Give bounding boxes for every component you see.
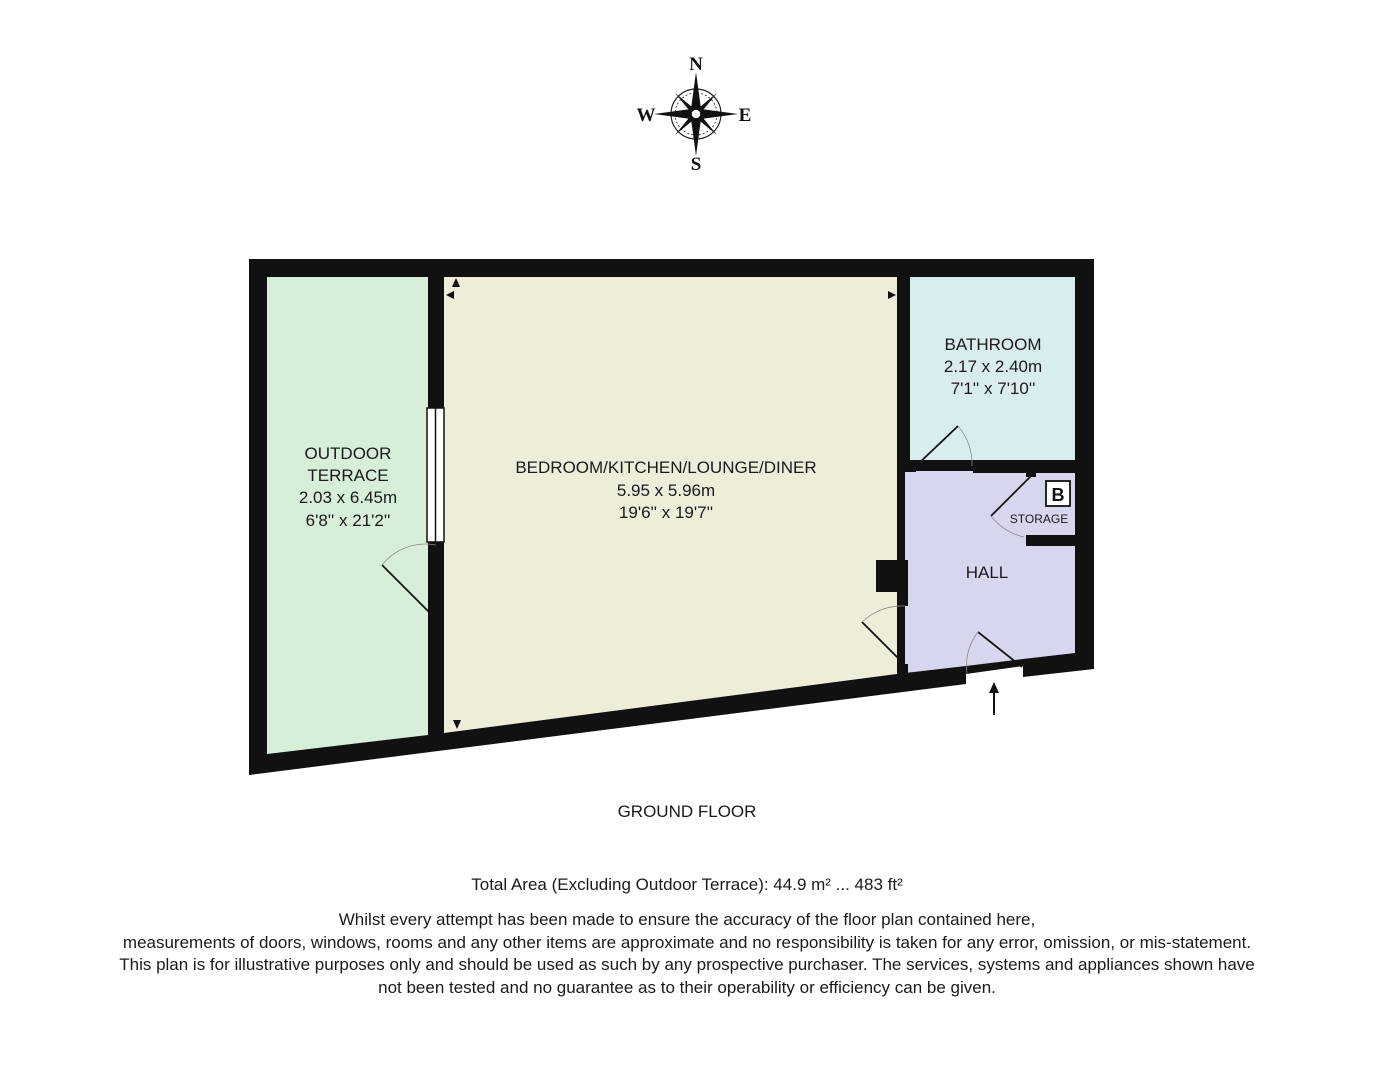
main-room-name: BEDROOM/KITCHEN/LOUNGE/DINER [515,458,817,477]
compass-west: W [636,105,656,126]
compass-north: N [689,54,703,75]
disclaimer [20,909,1354,999]
boiler-icon [1046,481,1070,506]
storage-name: STORAGE [1009,512,1069,526]
total-area: Total Area (Excluding Outdoor Terrace): 44.9 m² ... 483 ft² [471,875,903,894]
terrace-name-line1: OUTDOOR [304,444,392,463]
compass-rose-icon [654,72,738,156]
main-room-imperial: 19'6'' x 19'7'' [618,503,714,522]
disclaimer-line: This plan is for illustrative purposes only and should be used as such by any prospective purchaser. The services, systems and appliances shown have [119,955,1255,974]
bathroom-imperial: 7'1'' x 7'10'' [950,379,1036,398]
floor-label: GROUND FLOOR [617,802,757,821]
disclaimer-line: not been tested and no guarantee as to their operability or efficiency can be given. [378,977,996,997]
disclaimer-line: measurements of doors, windows, rooms and any other items are approximate and no responsibility is taken for any error, omission, or mis-statement. [122,932,1252,952]
bathroom-name: BATHROOM [944,335,1042,354]
terrace-imperial: 6'8'' x 21'2'' [305,511,391,530]
svg-text:B: B [1051,485,1065,505]
bathroom-metric: 2.17 x 2.40m [943,357,1043,376]
disclaimer-line: Whilst every attempt has been made to ensure the accuracy of the floor plan contained here, [338,910,1036,929]
terrace-name-line2: TERRACE [307,466,389,485]
hall-name: HALL [965,563,1009,582]
main-room-metric: 5.95 x 5.96m [616,481,716,500]
compass-east: E [738,105,752,126]
terrace-metric: 2.03 x 6.45m [298,488,398,507]
compass-south: S [690,154,702,175]
entrance-arrow-icon [989,682,999,715]
sliding-window [427,408,444,542]
